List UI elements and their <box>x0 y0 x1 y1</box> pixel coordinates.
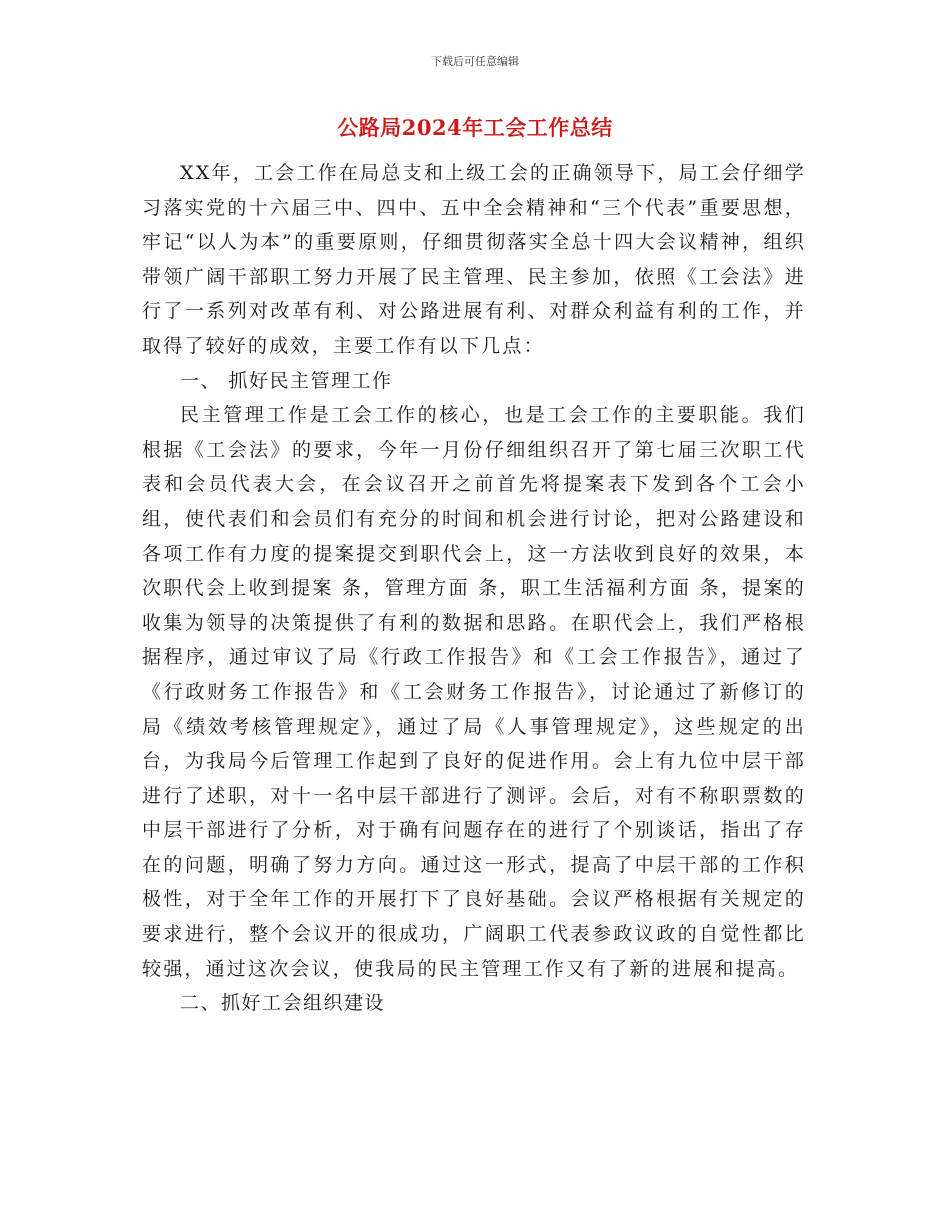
paragraph-democratic-management: 民主管理工作是工会工作的核心，也是工会工作的主要职能。我们根据《工会法》的要求，今年一月份仔细组织召开了第七届三次职工代表和会员代表大会，在会议召开之前首先将提案表下发到各个工会小组，使代表们和会员们有充分的时间和机会进行讨论，把对公路建设和各项工作有力度的提案提交到职代会上，这一方法收到良好的效果，本次职代会上收到提案 条，管理方面 条，职工生活福利方面 条，提案的收集为领导的决策提供了有利的数据和思路。在职代会上，我们严格根据程序，通过审议了局《行政工作报告》和《工会工作报告》，通过了《行政财务工作报告》和《工会财务工作报告》，讨论通过了新修订的局《绩效考核管理规定》，通过了局《人事管理规定》，这些规定的出台，为我局今后管理工作起到了良好的促进作用。会上有九位中层干部进行了述职，对十一名中层干部进行了测评。会后，对有不称职票数的中层干部进行了分析，对于确有问题存在的进行了个别谈话，指出了存在的问题，明确了努力方向。通过这一形式，提高了中层干部的工作积极性，对于全年工作的开展打下了良好基础。会议严格根据有关规定的要求进行，整个会议开的很成功，广阔职工代表参政议政的自觉性都比较强，通过这次会议，使我局的民主管理工作又有了新的进展和提高。 <box>142 404 806 980</box>
section-heading-1: 一、 抓好民主管理工作 <box>180 369 393 392</box>
paragraph-intro: XX年，工会工作在局总支和上级工会的正确领导下，局工会仔细学习落实党的十六届三中、四中、五中全会精神和“三个代表”重要思想，牢记“以人为本”的重要原则，仔细贯彻落实全总十四大会议精神，组织带领广阔干部职工努力开展了民主管理、民主参加，依照《工会法》进行了一系列对改革有利、对公路进展有利、对群众利益有利的工作，并取得了较好的成效，主要工作有以下几点： <box>142 162 806 357</box>
document-title: 公路局2024年工会工作总结 <box>337 115 613 140</box>
header-note: 下载后可任意编辑 <box>431 55 519 68</box>
section-heading-2: 二、抓好工会组织建设 <box>180 992 386 1015</box>
document-body <box>142 156 806 1021</box>
